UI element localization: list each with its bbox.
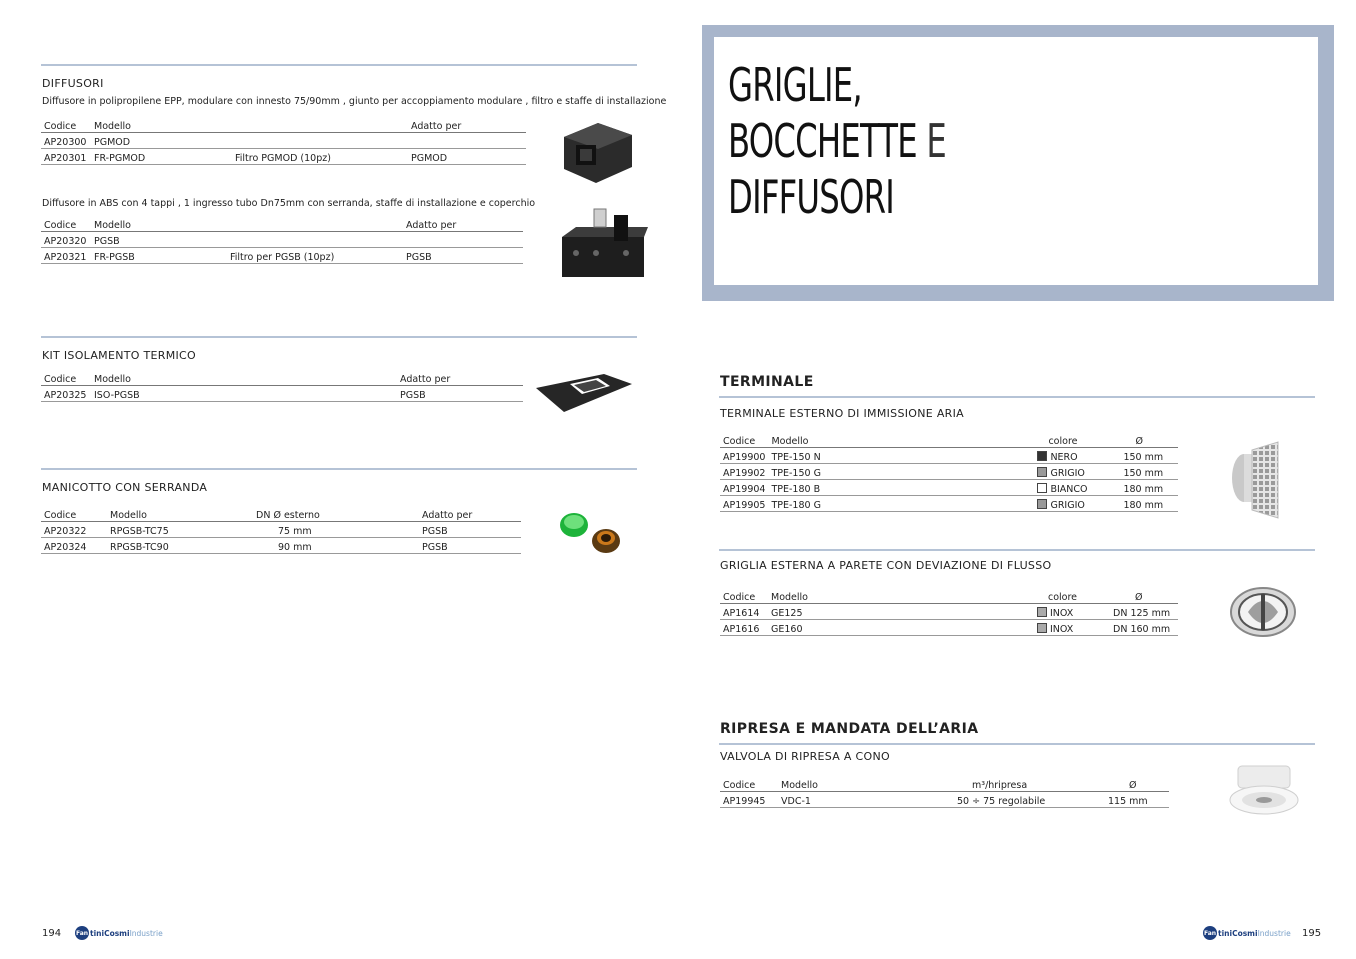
- product-table-pgsb: [41, 216, 523, 264]
- table-header-row: [720, 588, 1178, 604]
- col-header: Adatto per: [408, 117, 526, 133]
- col-header: DN Ø esterno: [253, 506, 419, 522]
- brand-logo: [75, 926, 163, 940]
- logo-name-bold: tiniCosmi: [1218, 928, 1258, 938]
- col-header: Ø: [1105, 776, 1169, 792]
- product-table-terminale: [720, 432, 1178, 512]
- logo-text: [1218, 929, 1291, 938]
- cell-diameter: DN 160 mm: [1113, 620, 1178, 636]
- cell-color: [1034, 496, 1113, 512]
- product-table-kit: [41, 370, 523, 402]
- col-header: Modello: [768, 432, 1034, 448]
- cell-code: AP1616: [720, 620, 768, 636]
- cell-color: [1034, 620, 1113, 636]
- cell-diameter: 180 mm: [1113, 480, 1178, 496]
- section-divider: [719, 549, 1315, 551]
- cell-code: AP20301: [41, 149, 91, 165]
- logo-mark: Fan: [1203, 926, 1217, 940]
- table-row: [720, 604, 1178, 620]
- col-header: Modello: [778, 776, 954, 792]
- cell-fit: PGSB: [397, 386, 523, 402]
- subsection-title: TERMINALE ESTERNO DI IMMISSIONE ARIA: [720, 407, 964, 420]
- col-header: Modello: [107, 506, 253, 522]
- col-header: Modello: [91, 216, 227, 232]
- product-table-griglia: [720, 588, 1178, 636]
- table-header-row: [41, 117, 526, 133]
- col-header: colore: [1034, 432, 1113, 448]
- product-table-pgmod: [41, 117, 526, 165]
- cell-model: TPE-180 G: [768, 496, 1034, 512]
- section-title-diffusori: DIFFUSORI: [42, 77, 104, 90]
- col-header: colore: [1034, 588, 1113, 604]
- cell-model: PGMOD: [91, 133, 232, 149]
- product-table-manicotto: [41, 506, 521, 554]
- section-title-manicotto: MANICOTTO CON SERRANDA: [42, 481, 208, 494]
- chapter-title-box: [714, 37, 1318, 285]
- table-row: [720, 480, 1178, 496]
- table-row: [720, 792, 1169, 808]
- cell-model: RPGSB-TC90: [107, 538, 253, 554]
- col-header: Codice: [720, 588, 768, 604]
- product-table-ripresa: [720, 776, 1169, 808]
- col-header: Codice: [720, 432, 768, 448]
- chapter-title-panel: [702, 25, 1334, 301]
- cell-code: AP20320: [41, 232, 91, 248]
- color-label: INOX: [1050, 624, 1074, 635]
- table-header-row: [720, 776, 1169, 792]
- section-divider: [41, 64, 637, 66]
- color-label: GRIGIO: [1050, 500, 1085, 511]
- cell-code: AP19902: [720, 464, 768, 480]
- logo-name-light: Industrie: [129, 928, 163, 938]
- color-label: INOX: [1050, 608, 1074, 619]
- cell-code: AP20324: [41, 538, 107, 554]
- col-header: Codice: [41, 370, 91, 386]
- color-label: GRIGIO: [1050, 468, 1085, 479]
- col-header: Codice: [41, 216, 91, 232]
- section-divider: [719, 743, 1315, 745]
- color-swatch-icon: [1037, 499, 1047, 509]
- table-header-row: [41, 506, 521, 522]
- cell-model: GE160: [768, 620, 1034, 636]
- col-header: Modello: [768, 588, 1034, 604]
- cell-model: GE125: [768, 604, 1034, 620]
- brand-logo: [1203, 926, 1291, 940]
- cell-code: AP19945: [720, 792, 778, 808]
- cell-code: AP20321: [41, 248, 91, 264]
- cell-diameter: DN 125 mm: [1113, 604, 1178, 620]
- cell-model: TPE-150 G: [768, 464, 1034, 480]
- table-row: [41, 232, 523, 248]
- col-header: Codice: [720, 776, 778, 792]
- table-row: [41, 386, 523, 402]
- col-header: Codice: [41, 506, 107, 522]
- table-row: [41, 133, 526, 149]
- title-line-3: DIFFUSORI: [728, 170, 894, 224]
- cell-fit: [403, 232, 523, 248]
- cell-extra: [227, 232, 403, 248]
- subsection-title: VALVOLA DI RIPRESA A CONO: [720, 750, 890, 763]
- cell-model: FR-PGMOD: [91, 149, 232, 165]
- table-row: [720, 464, 1178, 480]
- cell-extra: [232, 133, 408, 149]
- color-swatch-icon: [1037, 607, 1047, 617]
- cell-color: [1034, 464, 1113, 480]
- cell-extra: Filtro PGMOD (10pz): [232, 149, 408, 165]
- cell-fit: PGSB: [419, 522, 521, 538]
- table-row: [41, 248, 523, 264]
- cell-code: AP20322: [41, 522, 107, 538]
- product-description: Diffusore in ABS con 4 tappi , 1 ingresso tubo Dn75mm con serranda, staffe di installazione e coperchio: [42, 198, 536, 209]
- section-divider: [719, 396, 1315, 398]
- logo-mark: Fan: [75, 926, 89, 940]
- cell-model: TPE-180 B: [768, 480, 1034, 496]
- cell-diameter: 115 mm: [1105, 792, 1169, 808]
- table-row: [41, 522, 521, 538]
- cell-dn: 75 mm: [253, 522, 419, 538]
- cell-extra: Filtro per PGSB (10pz): [227, 248, 403, 264]
- cell-model: VDC-1: [778, 792, 954, 808]
- chapter-title: [728, 57, 1007, 225]
- cell-code: AP20325: [41, 386, 91, 402]
- col-header: Codice: [41, 117, 91, 133]
- pgmod-product-image: [558, 115, 638, 187]
- griglia-product-image: [1228, 584, 1298, 640]
- cell-color: [1034, 604, 1113, 620]
- cell-dn: 90 mm: [253, 538, 419, 554]
- manicotto-product-image: [556, 505, 626, 557]
- kit-product-image: [534, 370, 634, 416]
- subsection-title: GRIGLIA ESTERNA A PARETE CON DEVIAZIONE DI FLUSSO: [720, 559, 1052, 572]
- col-header: Adatto per: [403, 216, 523, 232]
- cell-color: [1034, 448, 1113, 464]
- color-swatch-icon: [1037, 467, 1047, 477]
- color-label: NERO: [1050, 452, 1078, 463]
- title-word-e: E: [916, 114, 946, 168]
- logo-name-light: Industrie: [1257, 928, 1291, 938]
- product-description: Diffusore in polipropilene EPP, modulare con innesto 75/90mm , giunto per accoppiamento modulare , filtro e staffe di installazione: [42, 96, 667, 107]
- col-header: Modello: [91, 117, 232, 133]
- color-swatch-icon: [1037, 451, 1047, 461]
- ripresa-product-image: [1226, 760, 1302, 832]
- table-row: [720, 620, 1178, 636]
- cell-code: AP20300: [41, 133, 91, 149]
- terminale-product-image: [1228, 438, 1294, 530]
- color-label: BIANCO: [1050, 484, 1088, 495]
- title-line-2: [728, 113, 946, 169]
- section-heading-ripresa: RIPRESA E MANDATA DELL’ARIA: [720, 721, 979, 737]
- cell-fit: [408, 133, 526, 149]
- table-row: [41, 538, 521, 554]
- logo-text: [90, 929, 163, 938]
- cell-fit: PGSB: [403, 248, 523, 264]
- table-header-row: [41, 216, 523, 232]
- col-header: Adatto per: [397, 370, 523, 386]
- cell-fit: PGMOD: [408, 149, 526, 165]
- page-number: 195: [1302, 928, 1322, 939]
- cell-code: AP19900: [720, 448, 768, 464]
- table-row: [41, 149, 526, 165]
- cell-code: AP1614: [720, 604, 768, 620]
- col-header: Ø: [1113, 432, 1178, 448]
- section-heading-terminale: TERMINALE: [720, 374, 814, 390]
- table-row: [720, 496, 1178, 512]
- cell-color: [1034, 480, 1113, 496]
- title-line-1: GRIGLIE,: [728, 58, 862, 112]
- color-swatch-icon: [1037, 623, 1047, 633]
- col-header: Modello: [91, 370, 397, 386]
- section-divider: [41, 336, 637, 338]
- page-number: 194: [42, 928, 62, 939]
- section-title-kit: KIT ISOLAMENTO TERMICO: [42, 349, 196, 362]
- cell-diameter: 150 mm: [1113, 448, 1178, 464]
- cell-diameter: 180 mm: [1113, 496, 1178, 512]
- cell-diameter: 150 mm: [1113, 464, 1178, 480]
- col-header: Ø: [1113, 588, 1178, 604]
- logo-name-bold: tiniCosmi: [90, 928, 130, 938]
- table-header-row: [720, 432, 1178, 448]
- cell-model: RPGSB-TC75: [107, 522, 253, 538]
- cell-code: AP19904: [720, 480, 768, 496]
- col-header: m³/hripresa: [954, 776, 1105, 792]
- cell-model: ISO-PGSB: [91, 386, 397, 402]
- title-word-bocchette: BOCCHETTE: [728, 114, 917, 168]
- cell-flow: 50 ÷ 75 regolabile: [954, 792, 1105, 808]
- table-row: [720, 448, 1178, 464]
- cell-model: FR-PGSB: [91, 248, 227, 264]
- cell-code: AP19905: [720, 496, 768, 512]
- col-header: Adatto per: [419, 506, 521, 522]
- table-header-row: [41, 370, 523, 386]
- section-divider: [41, 468, 637, 470]
- pgsb-product-image: [556, 205, 648, 283]
- cell-fit: PGSB: [419, 538, 521, 554]
- cell-model: TPE-150 N: [768, 448, 1034, 464]
- color-swatch-icon: [1037, 483, 1047, 493]
- cell-model: PGSB: [91, 232, 227, 248]
